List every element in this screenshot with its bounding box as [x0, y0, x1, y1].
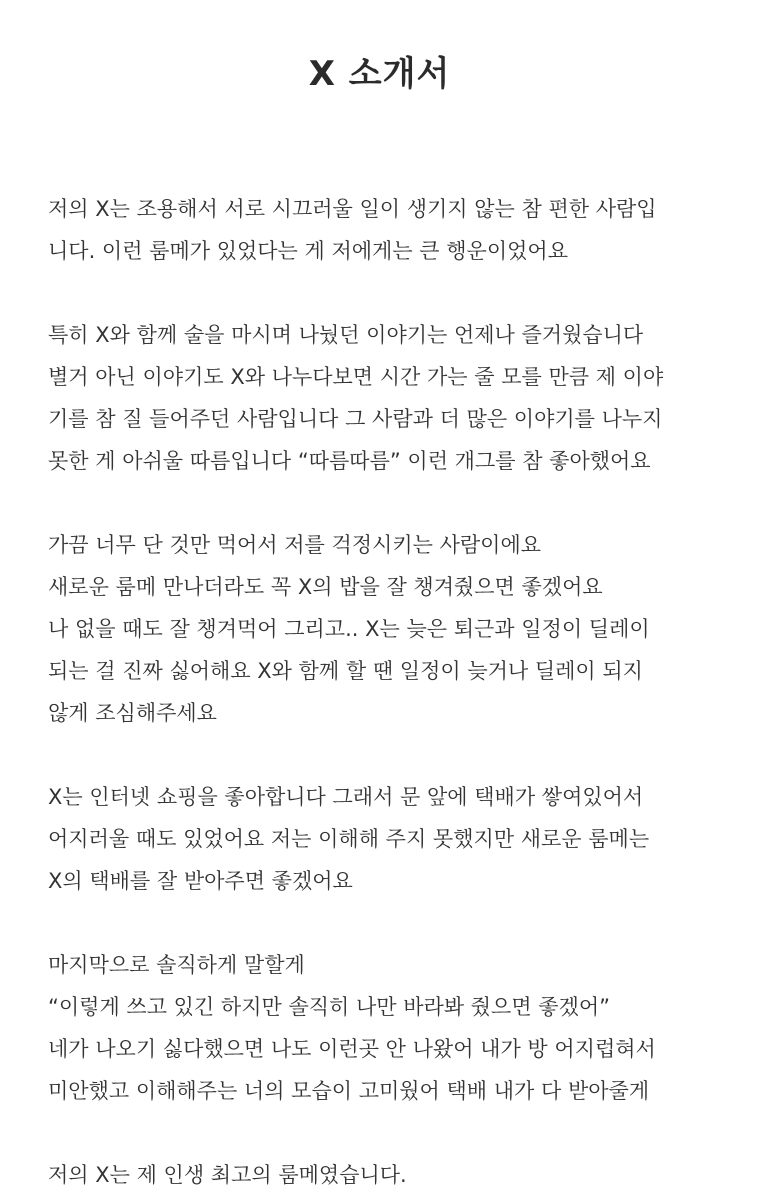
paragraph-2 [48, 314, 738, 482]
text-line: 나 없을 때도 잘 챙겨먹어 그리고.. X는 늦은 퇴근과 일정이 딜레이 [48, 617, 650, 641]
text-line: 저의 X는 제 인생 최고의 룸메였습니다. [48, 1163, 407, 1187]
text-line: X는 인터넷 쇼핑을 좋아합니다 그래서 문 앞에 택배가 쌓여있어서 [48, 785, 644, 809]
text-line: 어지러울 때도 있었어요 저는 이해해 주지 못했지만 새로운 룸메는 [48, 827, 650, 851]
text-line: “이렇게 쓰고 있긴 하지만 솔직히 나만 바라봐 줬으면 좋겠어” [48, 995, 611, 1019]
text-line: X의 택배를 잘 받아주면 좋겠어요 [48, 869, 353, 893]
text-line: 못한 게 아쉬울 따름입니다 “따름따름” 이런 개그를 참 좋아했어요 [48, 449, 651, 473]
text-line: 마지막으로 솔직하게 말할게 [48, 953, 305, 977]
paragraph-6 [48, 1154, 738, 1196]
text-line: 미안했고 이해해주는 너의 모습이 고미웠어 택배 내가 다 받아줄게 [48, 1079, 650, 1103]
text-line: 새로운 룸메 만나더라도 꼭 X의 밥을 잘 챙겨줬으면 좋겠어요 [48, 575, 603, 599]
text-line: 않게 조심해주세요 [48, 701, 217, 725]
paragraph-1 [48, 188, 738, 272]
paragraph-4 [48, 776, 738, 902]
text-line: 특히 X와 함께 술을 마시며 나눴던 이야기는 언제나 즐거웠습니다 [48, 323, 644, 347]
text-line: 되는 걸 진짜 싫어해요 X와 함께 할 땐 일정이 늦거나 딜레이 되지 [48, 659, 643, 683]
document-body [48, 188, 738, 1196]
text-line: 기를 참 질 들어주던 사람입니다 그 사람과 더 많은 이야기를 나누지 [48, 407, 663, 431]
text-line: 별거 아닌 이야기도 X와 나누다보면 시간 가는 줄 모를 만큼 제 이야 [48, 365, 664, 389]
paragraph-3 [48, 524, 738, 734]
page-title: X 소개서 [308, 54, 451, 94]
text-line: 니다. 이런 룸메가 있었다는 게 저에게는 큰 행운이었어요 [48, 239, 568, 263]
text-line: 저의 X는 조용해서 서로 시끄러울 일이 생기지 않는 참 편한 사람입 [48, 197, 657, 221]
text-line: 가끔 너무 단 것만 먹어서 저를 걱정시키는 사람이에요 [48, 533, 542, 557]
paragraph-5 [48, 944, 738, 1112]
text-line: 네가 나오기 싫다했으면 나도 이런곳 안 나왔어 내가 방 어지럽혀서 [48, 1037, 656, 1061]
